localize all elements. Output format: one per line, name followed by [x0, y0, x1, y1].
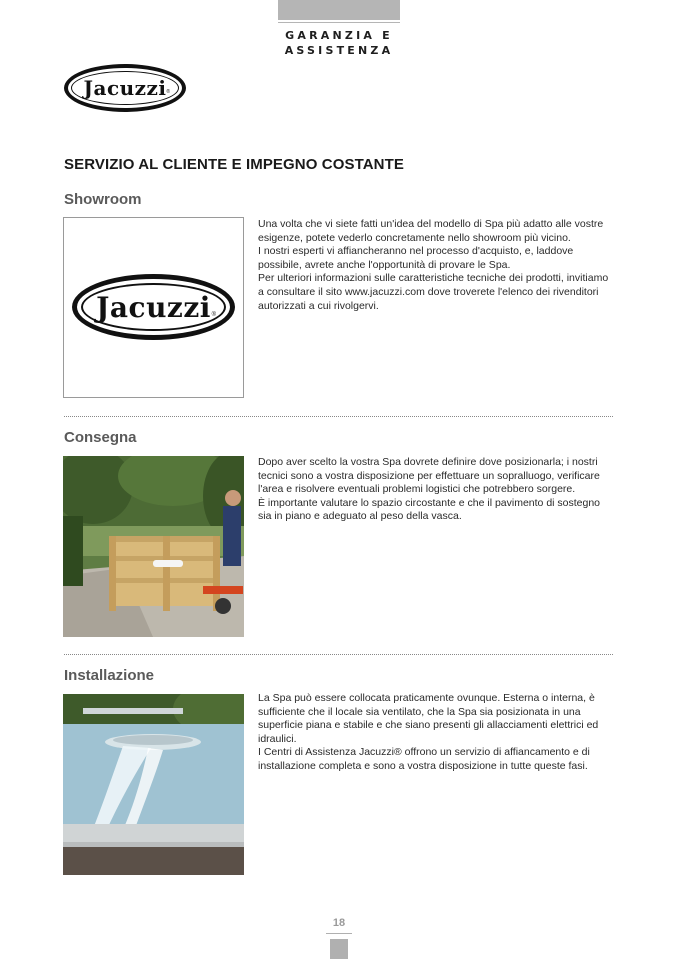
spa-photo-art [63, 694, 244, 875]
section-heading-installazione: Installazione [64, 667, 155, 684]
section-divider [64, 416, 613, 417]
page-title: SERVIZIO AL CLIENTE E IMPEGNO COSTANTE [64, 156, 404, 173]
page-number: 18 [332, 917, 346, 929]
paragraph: I nostri esperti vi affiancheranno nel processo d'acquisto, e, laddove possibile, avrete anche l'opportunità di provare le Spa. [258, 245, 574, 271]
footer-rule [326, 933, 352, 934]
paragraph: Dopo aver scelto la vostra Spa dovrete definire dove posizionarla; i nostri tecnici sono a vostra disposizione per effettuare un sopralluogo, verificare l'area e risolvere eventuali problemi logistici che potrebbero sorgere. [258, 456, 600, 496]
registered-mark-large: ® [211, 312, 216, 318]
spa-waterfall-photo [63, 694, 244, 875]
consegna-text [258, 456, 616, 524]
delivery-photo [63, 456, 244, 637]
section-label-line1: GARANZIA E [285, 29, 393, 42]
header-rule [278, 22, 400, 23]
footer-tab [330, 939, 348, 959]
installazione-text [258, 692, 616, 774]
showroom-text [258, 218, 616, 313]
section-heading-consegna: Consegna [64, 429, 137, 446]
section-label-line2: ASSISTENZA [284, 44, 394, 57]
jacuzzi-logo-large [72, 274, 235, 340]
showroom-image [63, 217, 244, 398]
logo-wordmark-large: Jacuzzi [96, 290, 211, 324]
paragraph: Per ulteriori informazioni sulle caratteristiche tecniche dei prodotti, invitiamo a consultare il sito www.jacuzzi.com dove troverete l'elenco dei rivenditori autorizzati a cui rivolgervi. [258, 272, 609, 312]
paragraph: È importante valutare lo spazio circostante e che il pavimento di sostegno sia in piano e adeguato al peso della vasca. [258, 496, 601, 523]
logo-wordmark: Jacuzzi [83, 76, 167, 100]
paragraph: I Centri di Assistenza Jacuzzi® offrono un servizio di affiancamento e di installazione completa e sono a vostra disposizione in tutte queste fasi. [258, 746, 590, 772]
section-heading-showroom: Showroom [64, 191, 142, 208]
jacuzzi-logo [64, 64, 186, 112]
header-tab [278, 0, 400, 20]
section-label [278, 28, 400, 58]
delivery-photo-art [63, 456, 244, 637]
paragraph: La Spa può essere collocata praticamente ovunque. Esterna o interna, è sufficiente che il locale sia ventilato, che la Spa sia posizionata in una superficie piana e stabile e che siano presenti gli allacciamenti elettrici ed idraulici. [258, 692, 599, 745]
section-divider [64, 654, 613, 655]
paragraph: Una volta che vi siete fatti un'idea del modello di Spa più adatto alle vostre esigenze, potete vederlo concretamente nello showroom più vicino. [258, 218, 604, 244]
registered-mark: ® [166, 89, 170, 95]
